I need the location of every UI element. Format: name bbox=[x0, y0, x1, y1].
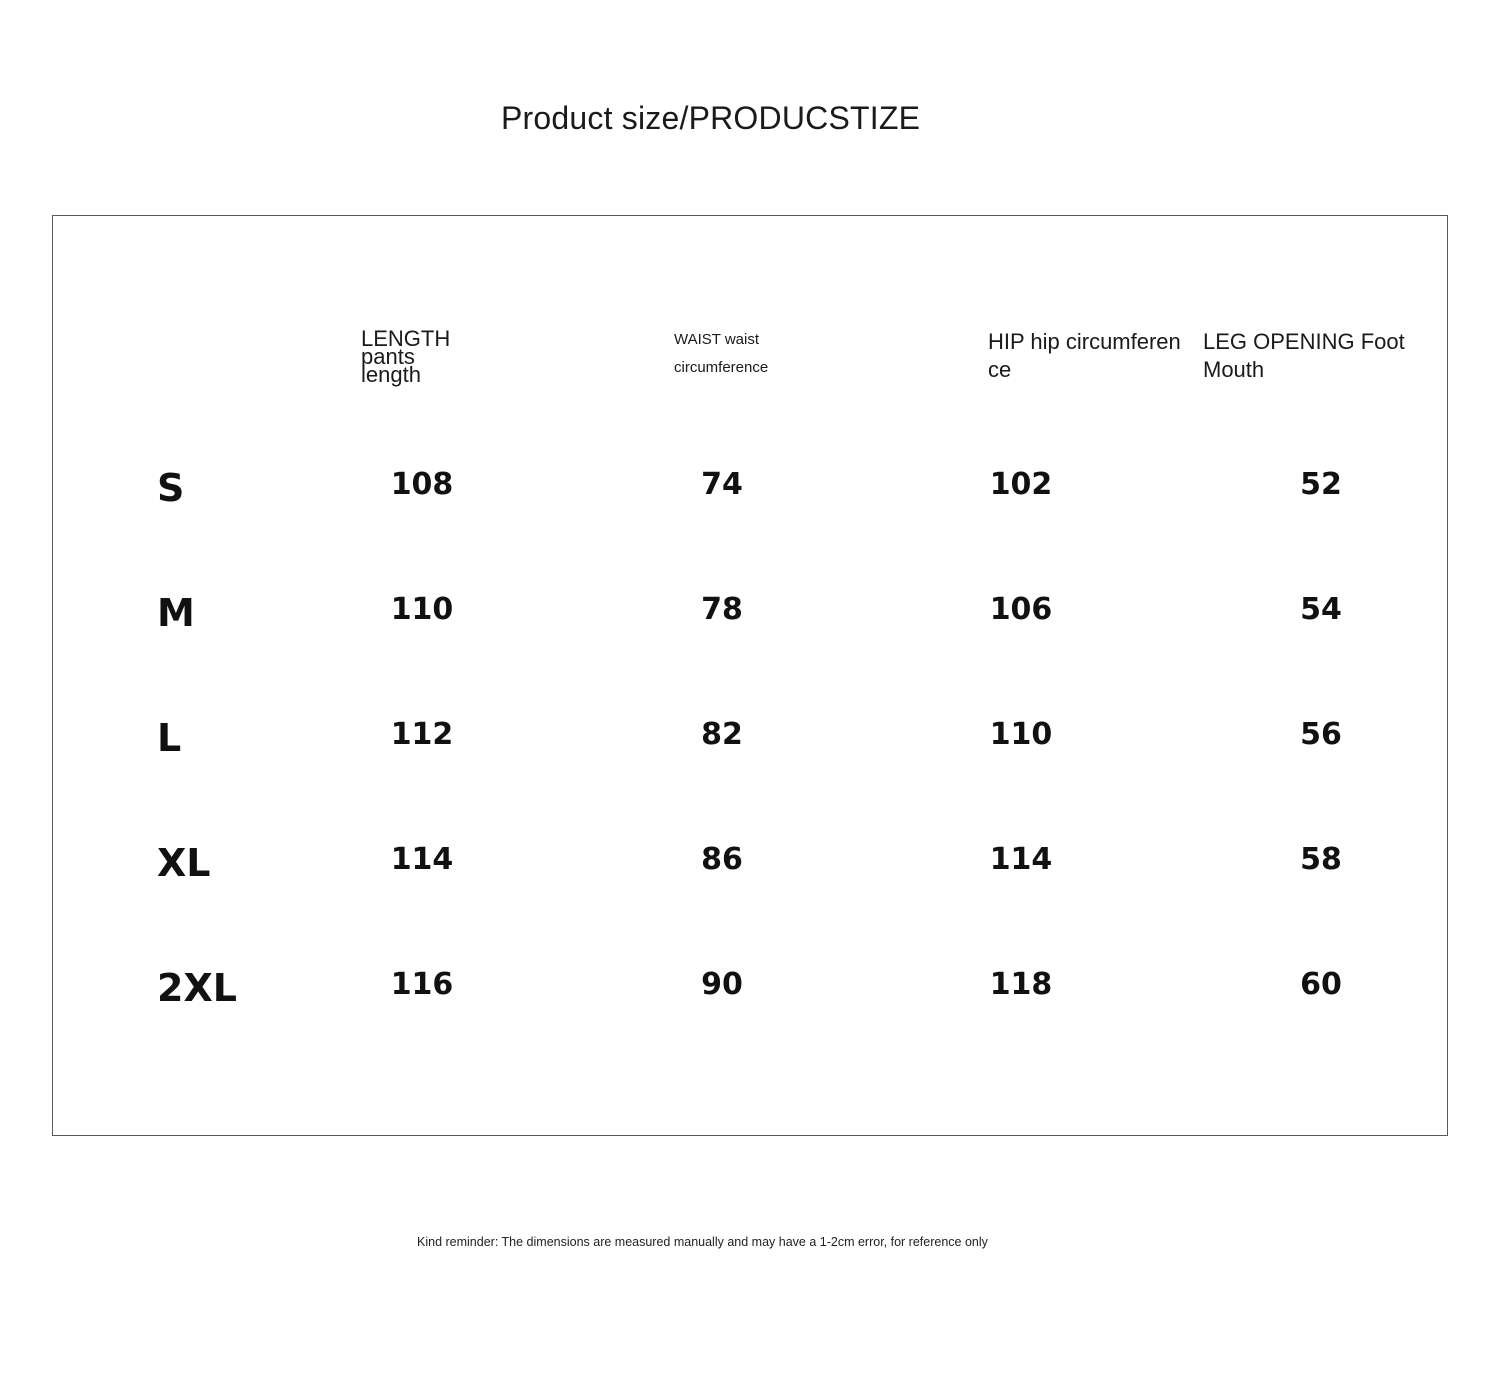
table-cell-leg-opening: 60 bbox=[1300, 967, 1342, 1002]
table-cell-waist: 78 bbox=[701, 592, 743, 627]
table-cell-length: 114 bbox=[390, 842, 454, 877]
column-header-length-line: pants bbox=[361, 344, 415, 369]
table-cell-hip: 106 bbox=[989, 592, 1053, 627]
table-cell-hip: 118 bbox=[989, 967, 1053, 1002]
size-label-2xl: 2XL bbox=[157, 966, 237, 1010]
column-header-waist-line: WAIST waist bbox=[674, 331, 760, 348]
table-cell-length: 112 bbox=[390, 717, 454, 752]
column-header-length-line: length bbox=[361, 362, 421, 387]
size-label-l: L bbox=[157, 716, 182, 760]
table-cell-hip: 110 bbox=[989, 717, 1053, 752]
table-cell-leg-opening: 52 bbox=[1300, 467, 1342, 502]
table-cell-length: 110 bbox=[390, 592, 454, 627]
table-cell-leg-opening: 56 bbox=[1300, 717, 1342, 752]
size-label-s: S bbox=[157, 466, 185, 510]
table-cell-length: 116 bbox=[390, 967, 454, 1002]
column-header-leg-opening bbox=[1203, 328, 1405, 384]
table-cell-waist: 90 bbox=[701, 967, 743, 1002]
table-cell-length: 108 bbox=[390, 467, 454, 502]
column-header-leg-opening-line: Mouth bbox=[1203, 357, 1265, 382]
column-header-hip-line: ce bbox=[988, 357, 1012, 382]
column-header-leg-opening-line: LEG OPENING Foot bbox=[1203, 329, 1405, 354]
column-header-length bbox=[361, 326, 451, 387]
table-cell-hip: 102 bbox=[989, 467, 1053, 502]
table-cell-leg-opening: 58 bbox=[1300, 842, 1342, 877]
page-title: Product size/PRODUCSTIZE bbox=[501, 100, 921, 136]
table-cell-waist: 74 bbox=[701, 467, 743, 502]
table-cell-leg-opening: 54 bbox=[1300, 592, 1342, 627]
column-header-waist bbox=[674, 326, 768, 382]
column-header-waist-line: circumference bbox=[674, 359, 769, 376]
table-cell-waist: 82 bbox=[701, 717, 743, 752]
table-cell-hip: 114 bbox=[989, 842, 1053, 877]
table-cell-waist: 86 bbox=[701, 842, 743, 877]
column-header-length-line: LENGTH bbox=[361, 326, 451, 351]
column-header-hip-line: HIP hip circumferen bbox=[988, 329, 1181, 354]
size-label-xl: XL bbox=[157, 841, 211, 885]
size-label-m: M bbox=[157, 591, 195, 635]
measurement-note: Kind reminder: The dimensions are measured manually and may have a 1-2cm error, for reference only bbox=[417, 1235, 988, 1249]
column-header-hip bbox=[988, 328, 1181, 384]
